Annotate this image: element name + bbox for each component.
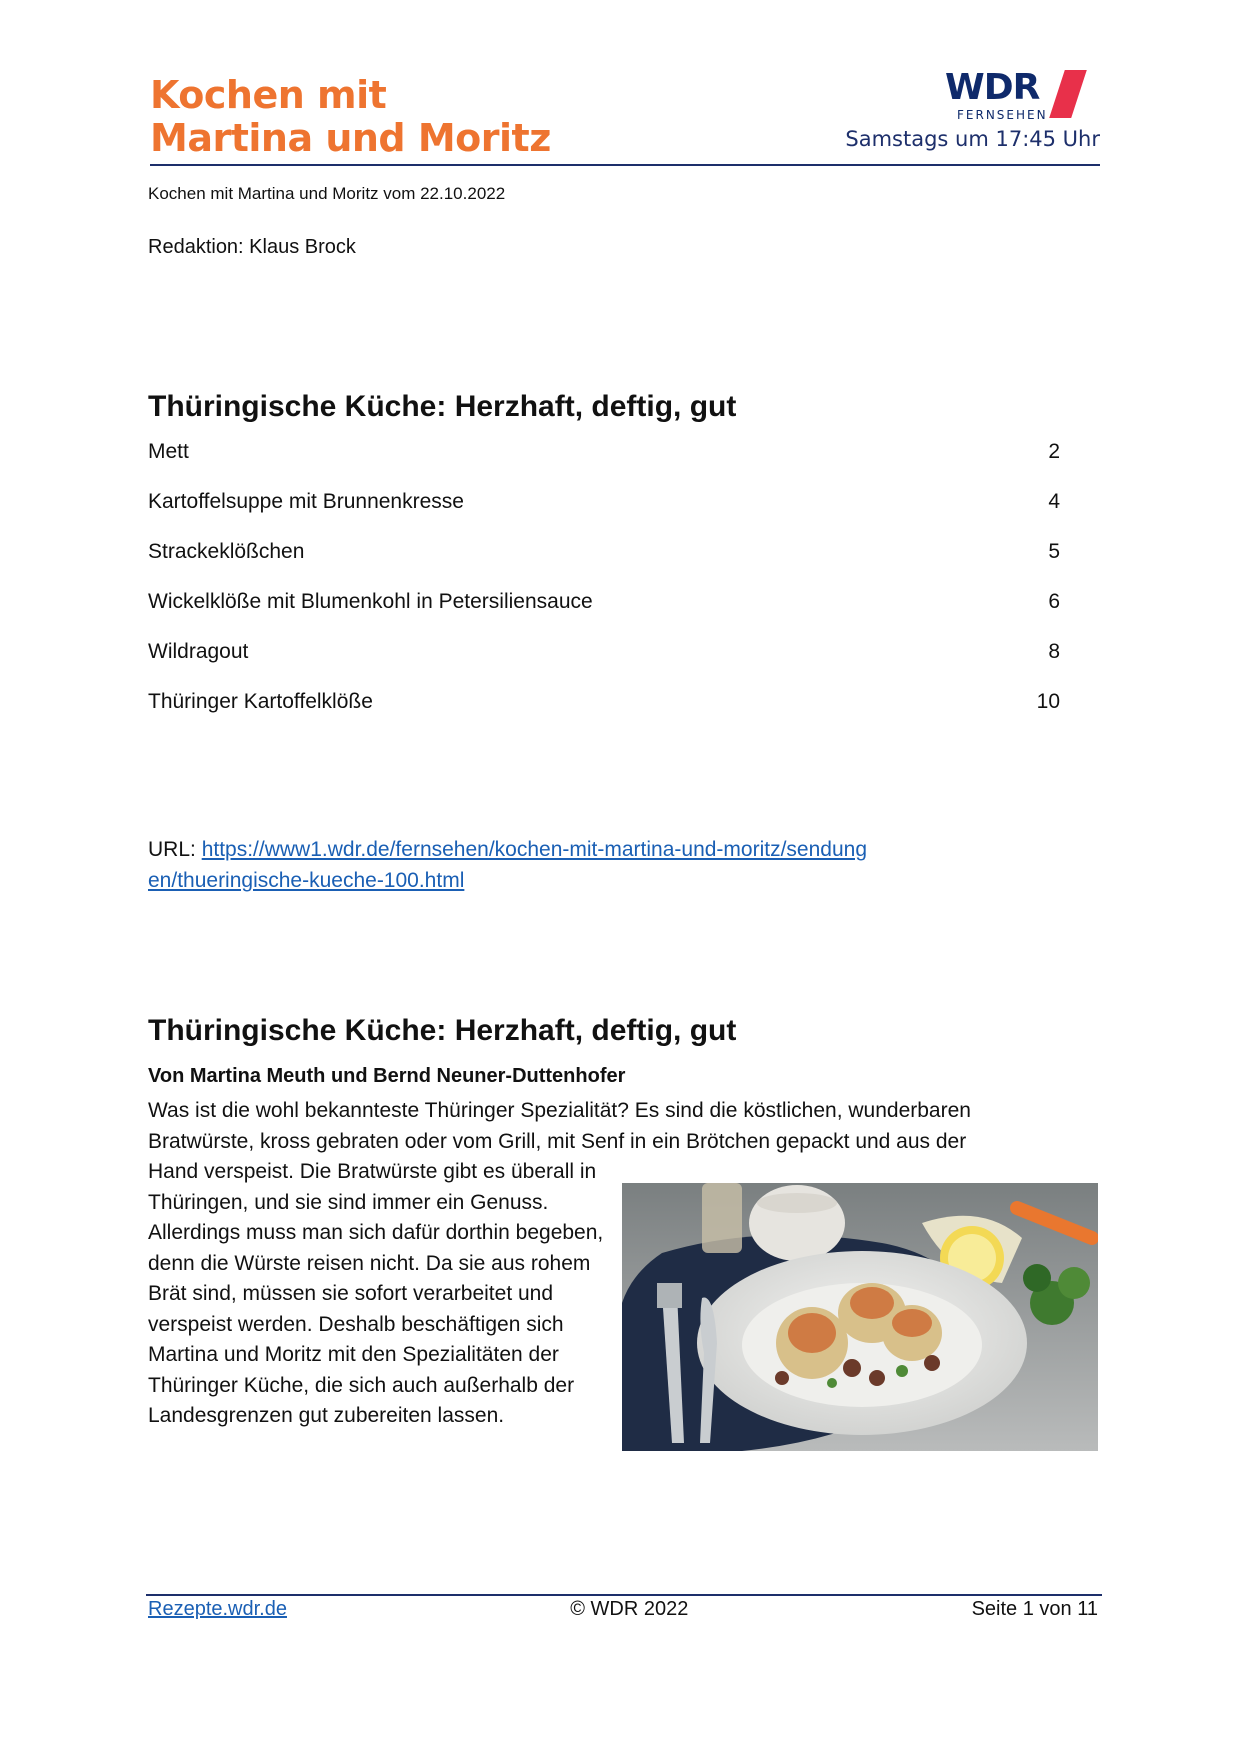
toc-item[interactable] [148,690,1060,740]
wdr-logo [945,68,1100,126]
table-of-contents [148,440,1060,740]
toc-item-label: Wickelklöße mit Blumenkohl in Petersiliensauce [148,590,593,613]
url-label: URL: [148,838,202,861]
dish-photo [622,1183,1098,1451]
intro-paragraph-wrapped [148,1157,608,1432]
footer-page-number: Seite 1 von 11 [971,1598,1098,1620]
episode-line: Kochen mit Martina und Moritz vom 22.10.2022 [148,184,506,203]
intro-text-top: Was ist die wohl bekannteste Thüringer Spezialität? Es sind die köstlichen, wunderbaren Bratwürste, kross gebraten oder vom Grill, mit Senf in ein Brötchen gepackt und aus der [148,1099,971,1153]
dish-photo-illustration [622,1183,1098,1451]
toc-item-page: 8 [1048,640,1060,663]
toc-item-label: Strackeklößchen [148,540,305,563]
editor-line: Redaktion: Klaus Brock [148,236,356,258]
toc-item[interactable] [148,590,1060,640]
toc-item-label: Kartoffelsuppe mit Brunnenkresse [148,490,464,513]
footer-site-link[interactable]: Rezepte.wdr.de [148,1598,287,1620]
intro-text-wrapped: Hand verspeist. Die Bratwürste gibt es überall in Thüringen, und sie sind immer ein Genuss. Allerdings muss man sich dafür dorthin begeben, denn die Würste reisen nicht. Da sie aus rohem Brät sind, müssen sie sofort verarbeitet und verspeist werden. Deshalb beschäftigen sich Martina und Moritz mit den Spezialitäten der Thüringer Küche, die sich auch außerhalb der Landesgrenzen gut zubereiten lassen. [148,1160,604,1427]
footer-divider [146,1594,1102,1596]
footer [148,1598,1098,1621]
toc-item-label: Wildragout [148,640,249,663]
show-title [150,74,551,160]
toc-item[interactable] [148,640,1060,690]
episode-url-link[interactable]: https://www1.wdr.de/fernsehen/kochen-mit-martina-und-moritz/sendungen/thueringische-kueche-100.html [148,838,867,892]
toc-item-page: 10 [1036,690,1060,713]
show-title-line-1: Kochen mit [150,73,387,117]
airtime: Samstags um 17:45 Uhr [845,127,1100,151]
url-block [148,834,868,896]
show-title-line-2: Martina und Moritz [150,116,551,160]
byline: Von Martina Meuth und Bernd Neuner-Duttenhofer [148,1065,626,1087]
toc-item-label: Mett [148,440,189,463]
toc-item-page: 5 [1048,540,1060,563]
header-divider [150,164,1100,166]
toc-item-page: 6 [1048,590,1060,613]
toc-item[interactable] [148,490,1060,540]
intro-paragraph-top [148,1096,1068,1157]
wdr-logo-slash-icon [1049,70,1087,118]
footer-copyright: © WDR 2022 [570,1598,689,1620]
toc-item-page: 4 [1048,490,1060,513]
toc-title: Thüringische Küche: Herzhaft, deftig, gut [148,390,737,423]
wdr-logo-letters: WDR [945,67,1040,108]
toc-item-label: Thüringer Kartoffelklöße [148,690,373,713]
article-title: Thüringische Küche: Herzhaft, deftig, gut [148,1014,737,1047]
toc-item[interactable] [148,540,1060,590]
toc-item-page: 2 [1048,440,1060,463]
toc-item[interactable] [148,440,1060,490]
wdr-logo-subtitle: FERNSEHEN [957,108,1048,122]
